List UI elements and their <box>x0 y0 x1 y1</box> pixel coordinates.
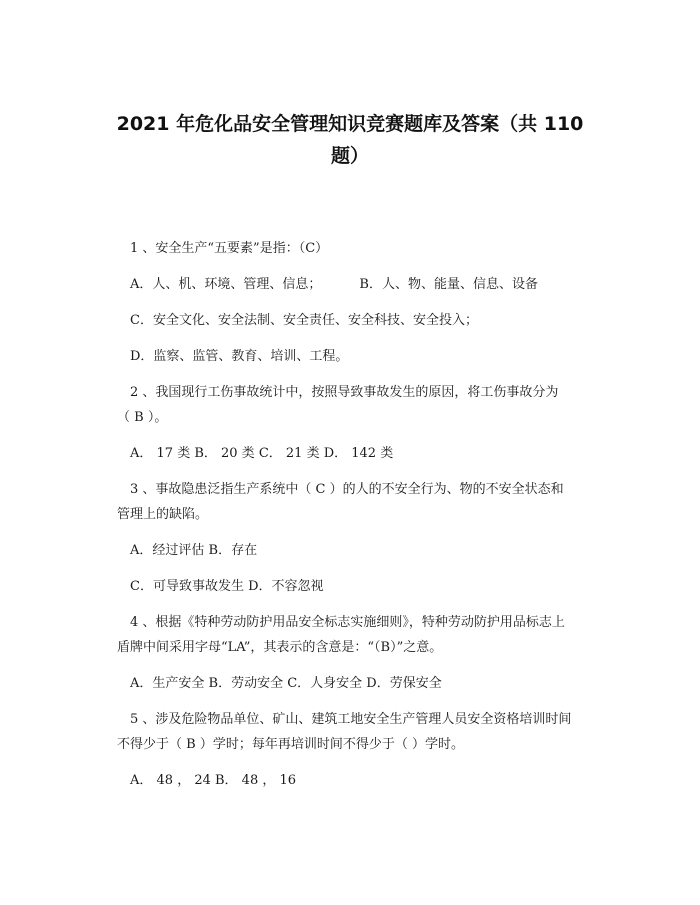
question-1-option-c: C．安全文化、安全法制、安全责任、安全科技、安全投入； <box>130 313 478 328</box>
question-list <box>117 236 600 804</box>
question-3-option-1: A．经过评估 B．存在 <box>130 543 258 558</box>
question-5-options: A． 48 ， 24 B． 48 ， 16 <box>130 773 297 788</box>
question-3-option-2: C．可导致事故发生 D．不容忽视 <box>130 579 324 594</box>
question-4-stem-line-1: 4 、根据《特种劳动防护用品安全标志实施细则》，特种劳动防护用品标志上 <box>130 615 565 630</box>
question-1-option-b: B．人、物、能量、信息、设备 <box>359 277 538 292</box>
question-1-option-d: D．监察、监管、教育、培训、工程。 <box>130 349 349 364</box>
question-4-options: A．生产安全 B．劳动安全 C．人身安全 D．劳保安全 <box>130 676 442 691</box>
title-line-2: 题） <box>330 145 369 167</box>
question-3-stem-line-2: 管理上的缺陷。 <box>117 507 209 522</box>
question-2-stem-line-2: （ B ）。 <box>117 410 168 425</box>
question-4-stem <box>117 610 600 660</box>
document-title <box>100 108 600 172</box>
question-2-options: A． 17 类 B． 20 类 C． 21 类 D． 142 类 <box>130 446 394 461</box>
question-3-stem <box>117 477 600 527</box>
question-5-stem-line-2: 不得少于（ B ）学时；每年再培训时间不得少于（ ）学时。 <box>117 737 464 752</box>
question-4-stem-line-2: 盾牌中间采用字母“LA”，其表示的含意是：“（B）”之意。 <box>117 640 443 655</box>
question-1-option-line-1 <box>130 272 600 297</box>
question-2-stem-line-1: 2 、我国现行工伤事故统计中，按照导致事故发生的原因，将工伤事故分为 <box>130 385 559 400</box>
title-line-1: 2021 年危化品安全管理知识竞赛题库及答案（共 110 <box>116 113 584 135</box>
question-2-stem <box>117 380 600 430</box>
question-3-stem-line-1: 3 、事故隐患泛指生产系统中（ C ）的人的不安全行为、物的不安全状态和 <box>130 482 564 497</box>
question-1-option-a: A．人、机、环境、管理、信息； <box>130 277 322 292</box>
question-5-stem-line-1: 5 、涉及危险物品单位、矿山、建筑工地安全生产管理人员安全资格培训时间 <box>130 712 572 727</box>
question-5-stem <box>117 707 600 757</box>
question-1-stem: 1 、安全生产“五要素”是指：（C） <box>130 241 329 256</box>
